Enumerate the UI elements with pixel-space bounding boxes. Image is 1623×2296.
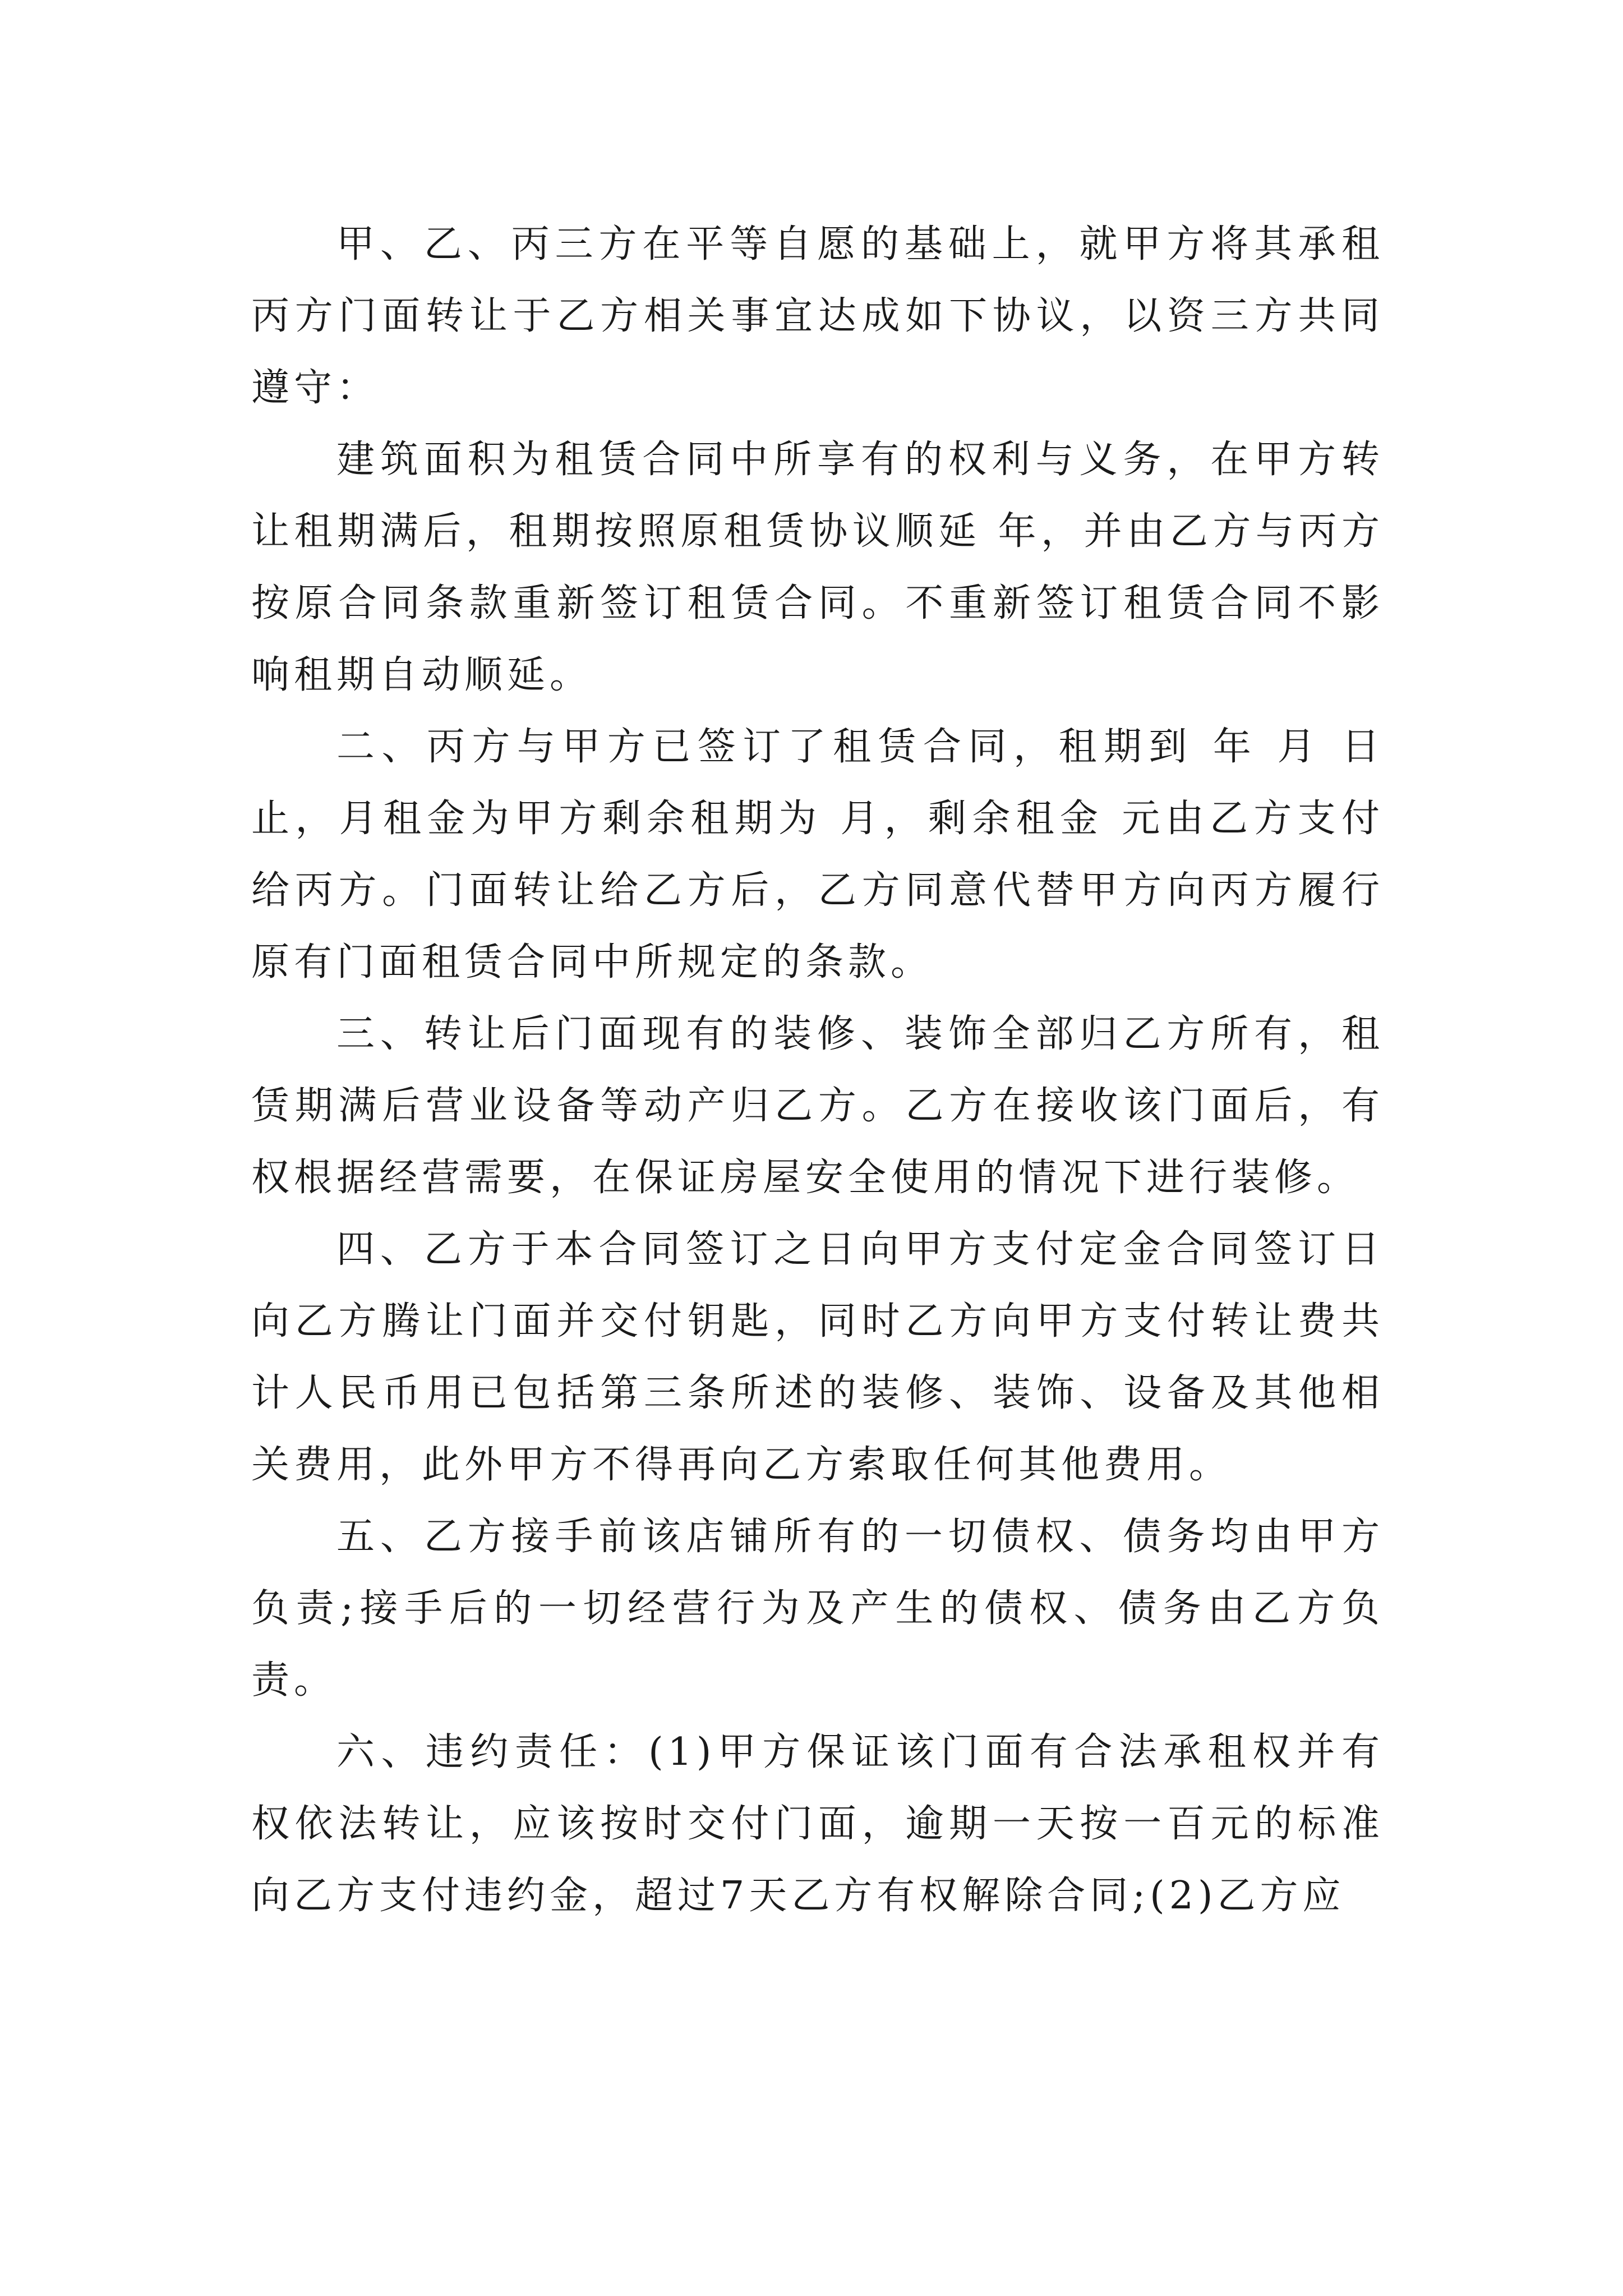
paragraph-clause-6: 六、违约责任：(1)甲方保证该门面有合法承租权并有权依法转让，应该按时交付门面，逾期一天按一百元的标准向乙方支付违约金，超过7天乙方有权解除合同;(2)乙方应 [251,1730,1384,1918]
paragraph-clause-5: 五、乙方接手前该店铺所有的一切债权、债务均由甲方负责;接手后的一切经营行为及产生的债权、债务由乙方负责。 [251,1515,1384,1703]
document-body [251,209,1384,1932]
paragraph-lease-term: 建筑面积为租赁合同中所享有的权利与义务，在甲方转让租期满后，租期按照原租赁协议顺延 年，并由乙方与丙方按原合同条款重新签订租赁合同。不重新签订租赁合同不影响租期自动顺延。 [251,438,1384,697]
paragraph-clause-3: 三、转让后门面现有的装修、装饰全部归乙方所有，租赁期满后营业设备等动产归乙方。乙方在接收该门面后，有权根据经营需要，在保证房屋安全使用的情况下进行装修。 [251,1012,1384,1200]
paragraph-clause-2: 二、丙方与甲方已签订了租赁合同，租期到 年 月 日止，月租金为甲方剩余租期为 月，剩余租金 元由乙方支付给丙方。门面转让给乙方后，乙方同意代替甲方向丙方履行原有门面租赁合同中所规定的条款。 [251,725,1384,984]
paragraph-clause-4: 四、乙方于本合同签订之日向甲方支付定金合同签订日向乙方腾让门面并交付钥匙，同时乙方向甲方支付转让费共计人民币用已包括第三条所述的装修、装饰、设备及其他相关费用，此外甲方不得再向乙方索取任何其他费用。 [251,1227,1384,1487]
paragraph-preamble: 甲、乙、丙三方在平等自愿的基础上，就甲方将其承租丙方门面转让于乙方相关事宜达成如下协议，以资三方共同遵守： [251,222,1384,410]
